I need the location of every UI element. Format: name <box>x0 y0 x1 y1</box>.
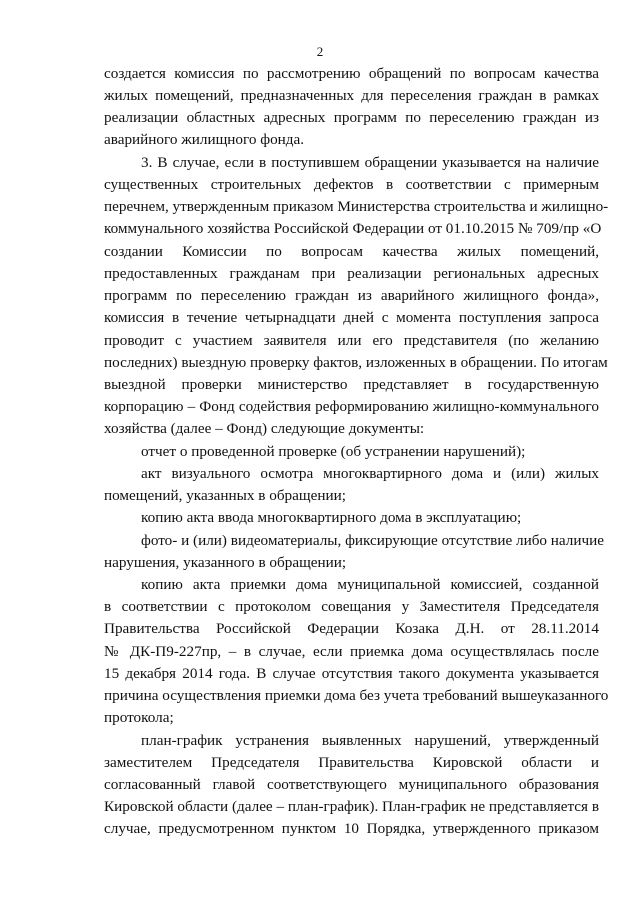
text-line: заместителем Председателя Правительства Кировской области и <box>104 754 599 771</box>
text-line: существенных строительных дефектов в соответствии с примерным <box>104 176 599 193</box>
text-line: корпорацию – Фонд содействия реформированию жилищно-коммунального <box>104 398 599 415</box>
text-line: копию акта приемки дома муниципальной комиссией, созданной <box>141 576 599 593</box>
text-line: 3. В случае, если в поступившем обращении указывается на наличие <box>141 154 599 171</box>
text-line: помещений, указанных в обращении; <box>104 487 346 504</box>
text-line: Правительства Российской Федерации Козака Д.Н. от 28.11.2014 <box>104 620 599 637</box>
text-line: причина осуществления приемки дома без учета требований вышеуказанного <box>104 687 609 704</box>
text-line: предоставленных гражданам при реализации региональных адресных <box>104 265 599 282</box>
text-line: создается комиссия по рассмотрению обращений по вопросам качества <box>104 65 599 82</box>
text-line: хозяйства (далее – Фонд) следующие документы: <box>104 420 425 437</box>
text-line: жилых помещений, предназначенных для переселения граждан в рамках <box>104 87 599 104</box>
text-line: отчет о проведенной проверке (об устранении нарушений); <box>141 443 526 460</box>
text-line: аварийного жилищного фонда. <box>104 131 305 148</box>
text-line: создании Комиссии по вопросам качества жилых помещений, <box>104 243 599 260</box>
text-line: протокола; <box>104 709 174 726</box>
text-line: фото- и (или) видеоматериалы, фиксирующие отсутствие либо наличие <box>141 532 605 549</box>
page-number: 2 <box>316 44 324 59</box>
text-line: план-график устранения выявленных нарушений, утвержденный <box>141 732 599 749</box>
text-line: программ по переселению граждан из аварийного жилищного фонда», <box>104 287 599 304</box>
text-line: копию акта ввода многоквартирного дома в эксплуатацию; <box>141 509 522 526</box>
text-line: коммунального хозяйства Российской Федерации от 01.10.2015 № 709/пр «О <box>104 220 602 237</box>
text-line: комиссия в течение четырнадцати дней с момента поступления запроса <box>104 309 599 326</box>
text-line: перечнем, утвержденным приказом Министерства строительства и жилищно- <box>104 198 609 215</box>
text-line: согласованный главой соответствующего муниципального образования <box>104 776 599 793</box>
text-line: выездной проверки министерство представляет в государственную <box>104 376 599 393</box>
text-line: акт визуального осмотра многоквартирного дома и (или) жилых <box>141 465 599 482</box>
text-line: нарушения, указанного в обращении; <box>104 554 347 571</box>
text-line: проводит с участием заявителя или его представителя (по желанию <box>104 332 599 349</box>
text-line: случае, предусмотренном пунктом 10 Порядка, утвержденного приказом <box>104 820 599 837</box>
text-line: реализации областных адресных программ по переселению граждан из <box>104 109 599 126</box>
text-line: 15 декабря 2014 года. В случае отсутствия такого документа указывается <box>104 665 599 682</box>
text-line: последних) выездную проверку фактов, изложенных в обращении. По итогам <box>104 354 608 371</box>
text-line: № ДК-П9-227пр, – в случае, если приемка дома осуществлялась после <box>104 643 599 660</box>
text-line: в соответствии с протоколом совещания у Заместителя Председателя <box>104 598 599 615</box>
text-line: Кировской области (далее – план-график). План-график не представляется в <box>104 798 599 815</box>
